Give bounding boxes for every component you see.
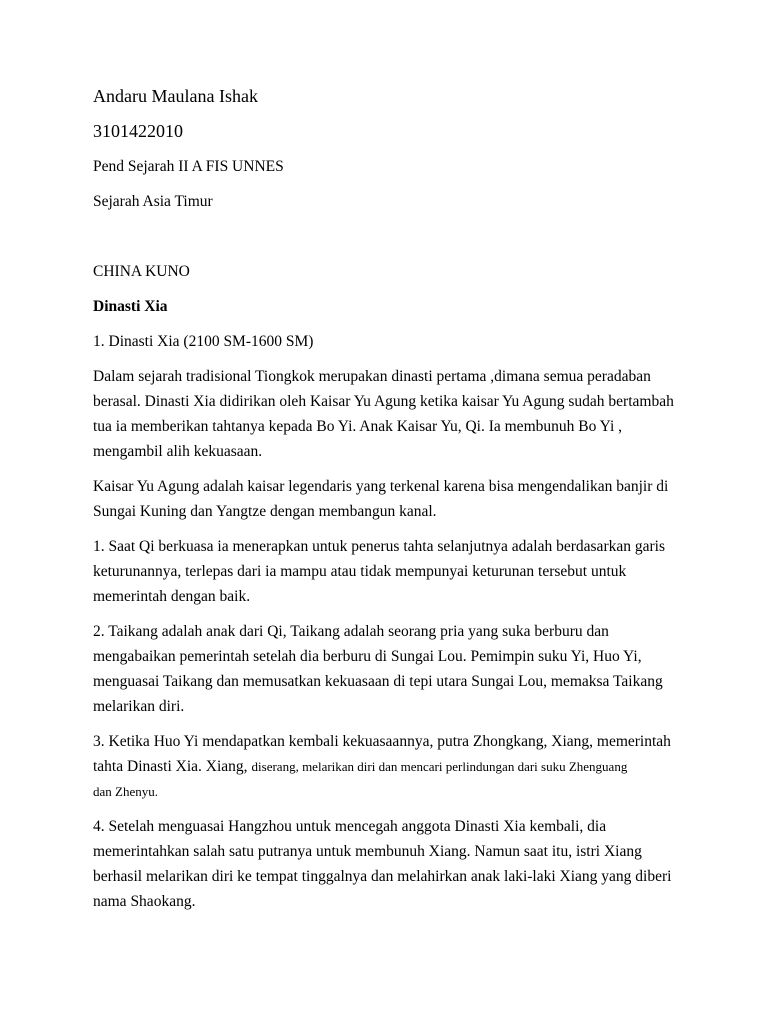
line-text: tahta Dinasti Xia. Xiang, <box>93 758 248 775</box>
subheading-block <box>93 329 733 354</box>
student-id-block <box>93 119 733 144</box>
paragraph-point-3 <box>93 729 733 804</box>
paragraph-line: menguasai Taikang dan memusatkan kekuasaan di tepi utara Sungai Lou, memaksa Taikang <box>93 673 663 690</box>
paragraph-line: nama Shaokang. <box>93 893 196 910</box>
paragraph-line: 1. Saat Qi berkuasa ia menerapkan untuk penerus tahta selanjutnya adalah berdasarkan garis <box>93 538 665 555</box>
paragraph-line: keturunannya, terlepas dari ia mampu atau tidak mempunyai keturunan tersebut untuk <box>93 563 627 580</box>
program-block <box>93 154 733 179</box>
course-block <box>93 189 733 214</box>
paragraph-line: berasal. Dinasti Xia didirikan oleh Kaisar Yu Agung ketika kaisar Yu Agung sudah bertambah <box>93 393 674 410</box>
paragraph-line: mengambil alih kekuasaan. <box>93 443 263 460</box>
author-name: Andaru Maulana Ishak <box>93 86 258 106</box>
paragraph-point-1 <box>93 534 733 609</box>
course-name: Sejarah Asia Timur <box>93 193 213 210</box>
paragraph-line: mengabaikan pemerintah setelah dia berburu di Sungai Lou. Pemimpin suku Yi, Huo Yi, <box>93 648 642 665</box>
paragraph-line: 3. Ketika Huo Yi mendapatkan kembali kekuasaannya, putra Zhongkang, Xiang, memerintah <box>93 733 671 750</box>
paragraph-line-small: dan Zhenyu. <box>93 784 158 799</box>
small-text: diserang, melarikan diri dan mencari perlindungan dari suku Zhenguang <box>251 759 628 774</box>
section-heading-block <box>93 294 733 319</box>
paragraph-line: memerintah dengan baik. <box>93 588 251 605</box>
paragraph-intro <box>93 364 733 464</box>
paragraph-point-2 <box>93 619 733 719</box>
program-name: Pend Sejarah II A FIS UNNES <box>93 158 284 175</box>
student-id: 3101422010 <box>93 121 183 141</box>
blank-line <box>93 224 733 249</box>
paragraph-line: 2. Taikang adalah anak dari Qi, Taikang adalah seorang pria yang suka berburu dan <box>93 623 609 640</box>
paragraph-yu-agung <box>93 474 733 524</box>
paragraph-line: Kaisar Yu Agung adalah kaisar legendaris yang terkenal karena bisa mengendalikan banjir di <box>93 478 669 495</box>
document-title: CHINA KUNO <box>93 263 190 280</box>
title-block <box>93 259 733 284</box>
author-name-block <box>93 84 733 109</box>
document-page <box>93 84 733 924</box>
paragraph-line: memerintahkan salah satu putranya untuk membunuh Xiang. Namun saat itu, istri Xiang <box>93 843 642 860</box>
paragraph-line: 4. Setelah menguasai Hangzhou untuk mencegah anggota Dinasti Xia kembali, dia <box>93 818 607 835</box>
subheading: 1. Dinasti Xia (2100 SM-1600 SM) <box>93 333 314 350</box>
paragraph-point-4 <box>93 814 733 914</box>
section-heading: Dinasti Xia <box>93 298 168 315</box>
paragraph-line-mixed <box>93 754 733 779</box>
paragraph-line: melarikan diri. <box>93 698 185 715</box>
paragraph-line: Dalam sejarah tradisional Tiongkok merupakan dinasti pertama ,dimana semua peradaban <box>93 368 651 385</box>
paragraph-line: Sungai Kuning dan Yangtze dengan membangun kanal. <box>93 503 437 520</box>
paragraph-line: berhasil melarikan diri ke tempat tinggalnya dan melahirkan anak laki-laki Xiang yang diberi <box>93 868 672 885</box>
paragraph-line: tua ia memberikan tahtanya kepada Bo Yi. Anak Kaisar Yu, Qi. Ia membunuh Bo Yi , <box>93 418 623 435</box>
